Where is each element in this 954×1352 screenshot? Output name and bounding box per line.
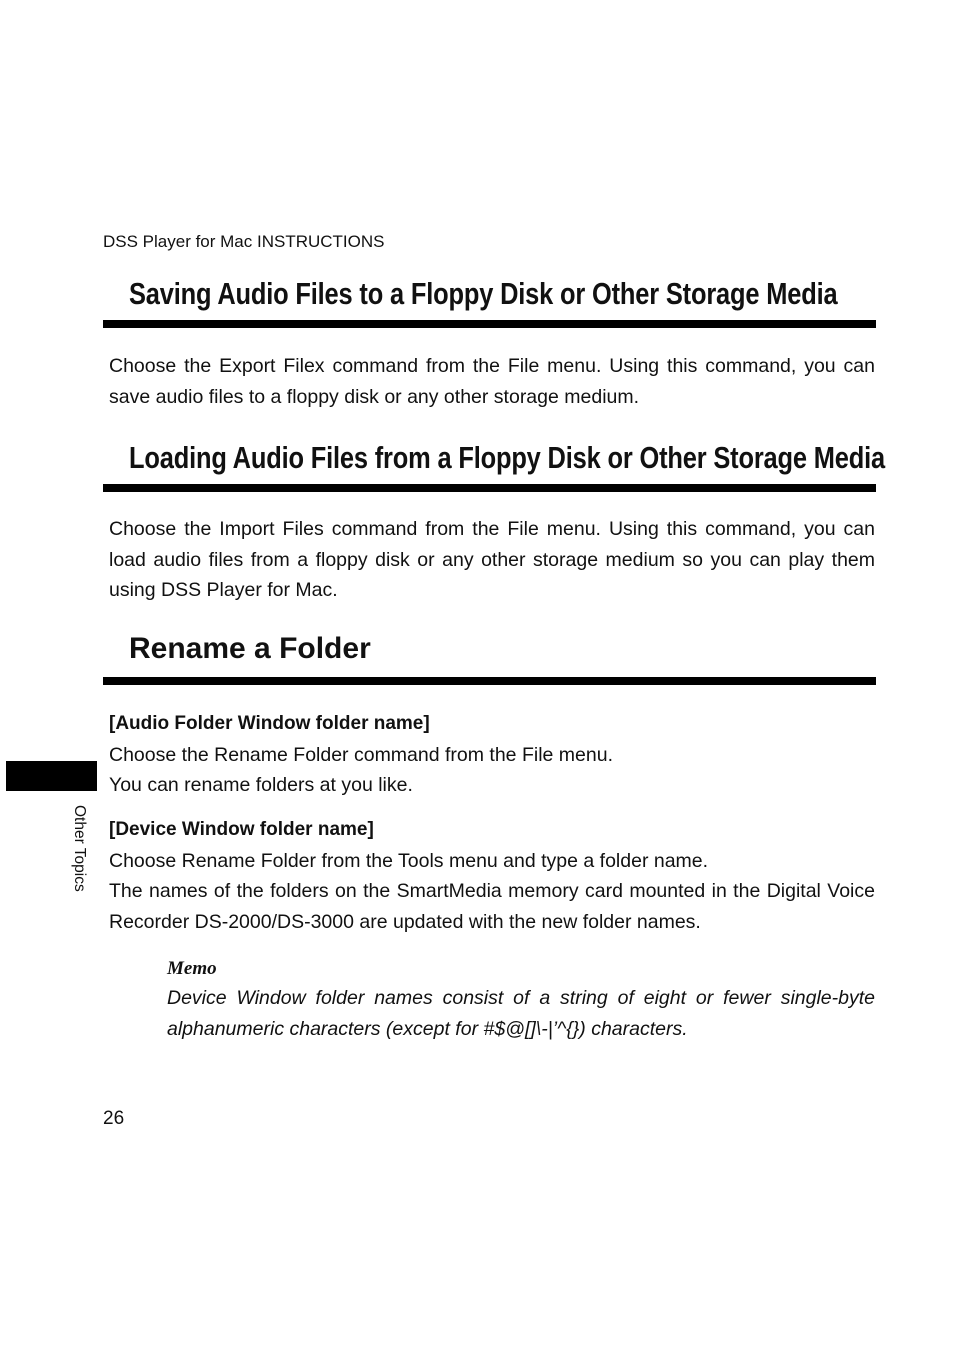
memo-text: Device Window folder names consist of a string of eight or fewer single-byte alphanumeric characters (except for #$@[]\-|’^{}) characters. xyxy=(167,987,875,1040)
page-number: 26 xyxy=(103,1108,125,1129)
memo-title: Memo xyxy=(167,958,217,979)
section-title-text: Rename a Folder xyxy=(129,632,371,665)
section-body-saving xyxy=(109,351,875,412)
device-folder-block xyxy=(109,815,875,937)
section-body-loading xyxy=(109,514,875,606)
section-title-text: Loading Audio Files from a Floppy Disk or Other Storage Media xyxy=(129,440,885,475)
side-tab-marker xyxy=(6,761,97,791)
section-title-saving xyxy=(103,276,876,328)
memo-box xyxy=(167,955,875,1045)
section-title-rename xyxy=(103,632,876,685)
section-title-text: Saving Audio Files to a Floppy Disk or Other Storage Media xyxy=(129,276,838,311)
body-text: Choose the Import Files command from the File menu. Using this command, you can load audio files from a floppy disk or any other storage medium so you can play them using DSS Player for Mac. xyxy=(109,518,875,601)
running-header: DSS Player for Mac INSTRUCTIONS xyxy=(103,232,385,251)
subheading-device-folder: [Device Window folder name] xyxy=(109,819,374,840)
body-text: Choose the Export Filex command from the File menu. Using this command, you can save audio files to a floppy disk or any other storage medium. xyxy=(109,355,875,408)
side-tab-label: Other Topics xyxy=(71,805,88,892)
body-line: Choose Rename Folder from the Tools menu and type a folder name. xyxy=(109,849,709,872)
audio-folder-block xyxy=(109,709,875,801)
body-line: The names of the folders on the SmartMedia memory card mounted in the Digital Voice Recorder DS-2000/DS-3000 are updated with the new folder names. xyxy=(109,880,875,933)
body-line: You can rename folders at you like. xyxy=(109,774,413,796)
section-title-loading xyxy=(103,440,885,492)
subheading-audio-folder: [Audio Folder Window folder name] xyxy=(109,713,430,734)
body-line: Choose the Rename Folder command from the File menu. xyxy=(109,743,613,766)
